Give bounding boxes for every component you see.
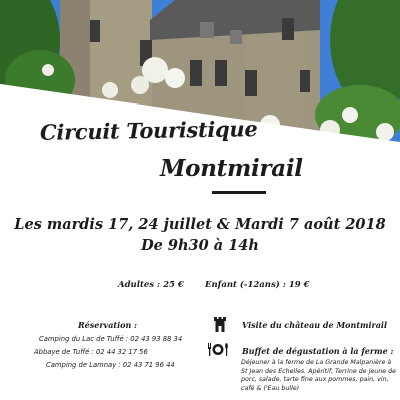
title-line2: Montmirail bbox=[160, 155, 303, 182]
price-children: Enfant (-12ans) : 19 € bbox=[205, 280, 310, 290]
price-adults: Adultes : 25 € bbox=[118, 280, 184, 290]
title-line1: Circuit Touristique bbox=[39, 116, 258, 145]
reservation-contact: Camping du Lac de Tuffé : 02 43 93 88 34 bbox=[39, 335, 183, 343]
visit-label: Visite du château de Montmirail bbox=[242, 320, 388, 330]
reservation-title: Réservation : bbox=[78, 320, 138, 330]
buffet-details: Déjeuner à la ferme de La Grande Malpanière à St Jean des Echelles. Apéritif, Terrine de jeune de porc, salade, tarte fine aux pommes, pain, vin, café & ('Eau bulle) bbox=[241, 359, 396, 392]
event-dates: Les mardis 17, 24 juillet & Mardi 7 août 2018 bbox=[14, 216, 386, 233]
event-hours: De 9h30 à 14h bbox=[141, 237, 259, 254]
dining-icon bbox=[207, 343, 229, 356]
buffet-label: Buffet de dégustation à la ferme : bbox=[242, 346, 394, 356]
reservation-contact: Camping de Lamnay : 02 43 71 96 44 bbox=[46, 361, 175, 369]
castle-icon bbox=[214, 317, 226, 332]
reservation-contact: Abbaye de Tuffé : 02 44 32 17 56 bbox=[34, 348, 148, 356]
title-underline bbox=[212, 191, 266, 194]
